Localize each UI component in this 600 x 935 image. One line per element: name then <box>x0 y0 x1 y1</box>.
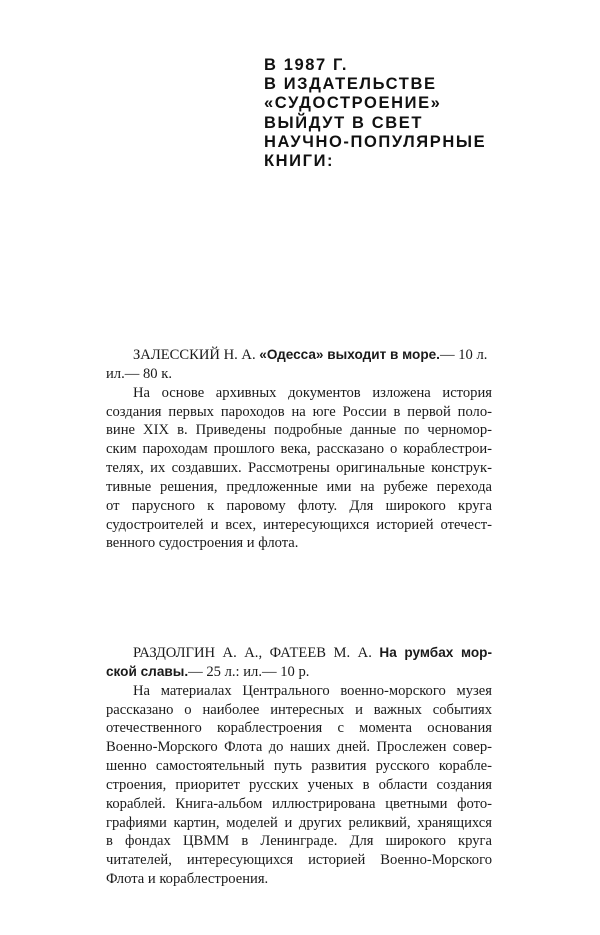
description-line: читателей, интересующихся историей Военно-Морского <box>106 852 492 869</box>
book-citation <box>106 346 492 365</box>
description-line: создания первых пароходов на юге России в первой поло- <box>106 403 492 420</box>
heading-line: КНИГИ: <box>264 152 335 171</box>
description-line: ским пароходам прошлого века, рассказано о кораблестрои- <box>106 441 492 458</box>
book-entry-rumbs <box>106 644 492 889</box>
description-line: На материалах Центрального военно-морского музея <box>133 682 492 699</box>
description-line: Военно-Морского Флота до наших дней. Прослежен совер- <box>106 739 492 756</box>
description-line: шенно самостоятельный путь развития русского корабле- <box>106 758 492 775</box>
book-title: «Одесса» выходит в море. <box>259 347 440 362</box>
description-line: телях, их создавших. Рассмотрены оригинальные конструк- <box>106 460 492 477</box>
announcement-heading <box>264 56 544 171</box>
book-title-cont: ской славы. <box>106 663 189 679</box>
book-author: ЗАЛЕССКИЙ Н. А. <box>133 347 256 363</box>
book-details-cont: ил.— 80 к. <box>106 365 172 382</box>
description-line: тивные решения, предложенные ими на рубеже перехода <box>106 478 492 495</box>
book-details: — 10 л. <box>439 347 488 363</box>
description-line: кораблей. Книга-альбом иллюстрирована цветными фото- <box>106 795 492 812</box>
book-citation <box>106 644 492 663</box>
description-line: судостроителей и всех, интересующихся историей отечест- <box>106 516 492 533</box>
description-line: в фондах ЦВММ в Ленинграде. Для широкого круга <box>106 833 492 850</box>
description-line: вине XIX в. Приведены подробные данные по черномор- <box>106 422 492 439</box>
description-line: рассказано о наиболее интересных и важных событиях <box>106 701 492 718</box>
book-details: — 25 л.: ил.— 10 р. <box>188 663 310 680</box>
heading-line: В 1987 Г. <box>264 56 349 74</box>
heading-line: «СУДОСТРОЕНИЕ» <box>264 94 442 113</box>
description-line: Флота и кораблестроения. <box>106 871 269 888</box>
description-line: На основе архивных документов изложена история <box>133 384 492 401</box>
book-authors: РАЗДОЛГИН А. А., ФАТЕЕВ М. А. <box>133 645 372 661</box>
heading-line: ВЫЙДУТ В СВЕТ <box>264 113 424 132</box>
description-line: от парусного к паровому флоту. Для широкого круга <box>106 497 492 514</box>
heading-line: НАУЧНО-ПОПУЛЯРНЫЕ <box>264 132 487 151</box>
heading-line: В ИЗДАТЕЛЬСТВЕ <box>264 75 437 94</box>
book-entry-odessa <box>106 346 492 553</box>
book-citation-cont <box>106 663 492 682</box>
description-line: графиями картин, моделей и других реликвий, хранящихся <box>106 814 492 831</box>
book-title: На румбах мор- <box>379 645 492 660</box>
description-line: строения, приоритет русских ученых в области создания <box>106 776 492 793</box>
description-line: венного судостроения и флота. <box>106 535 299 552</box>
description-line: отечественного кораблестроения с момента основания <box>106 720 492 737</box>
